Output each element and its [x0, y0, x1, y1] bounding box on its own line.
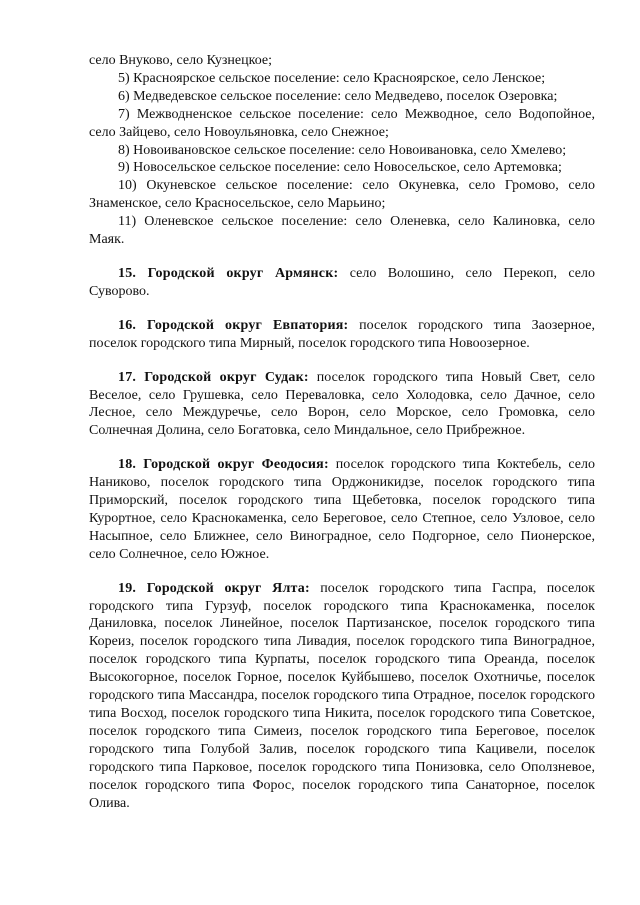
paragraph-item-10: 10) Окуневское сельское поселение: село Окуневка, село Громово, село Знаменское, село Красносельское, село Марьино;: [89, 178, 595, 212]
section-18-body: поселок городского типа Коктебель, село Наниково, поселок городского типа Орджоникидзе, поселок городского типа Приморский, поселок городского типа Щебетовка, поселок городского типа Курортное, село Краснокаменка, село Береговое, село Степное, село Узловое, село Насыпное, село Ближнее, село Виноградное, село Подгорное, село Пионерское, село Солнечное, село Южное.: [89, 457, 595, 562]
paragraph-item-5: 5) Красноярское сельское поселение: село Красноярское, село Ленское;: [118, 70, 546, 86]
section-16-heading: 16. Городской округ Евпатория:: [118, 317, 349, 333]
paragraph-item-6: 6) Медведевское сельское поселение: село Медведево, поселок Озеровка;: [118, 88, 558, 104]
section-15: [89, 265, 595, 301]
section-17-heading: 17. Городской округ Судак:: [118, 369, 309, 385]
section-19: [89, 580, 595, 813]
section-17: [89, 369, 595, 441]
section-15-heading: 15. Городской округ Армянск:: [118, 265, 339, 281]
paragraph-item-11: 11) Оленевское сельское поселение: село Оленевка, село Калиновка, село Маяк.: [89, 214, 595, 248]
section-18-heading: 18. Городской округ Феодосия:: [118, 457, 329, 473]
document-page: [89, 52, 595, 812]
paragraph-continuation: село Внуково, село Кузнецкое;: [89, 53, 272, 68]
section-16: [89, 317, 595, 353]
section-19-body: поселок городского типа Гаспра, поселок городского типа Гурзуф, поселок городского типа Краснокаменка, поселок Даниловка, поселок Линейное, поселок Партизанское, поселок городского типа Кореиз, поселок городского типа Ливадия, поселок городского типа Виноградное, поселок городского типа Курпаты, поселок городского типа Ореанда, поселок Высокогорное, поселок Горное, поселок Куйбышево, поселок Охотничье, поселок городского типа Массандра, поселок городского типа Отрадное, поселок городского типа Восход, поселок городского типа Никита, поселок городского типа Советское, поселок городского типа Симеиз, поселок городского типа Береговое, поселок городского типа Голубой Залив, поселок городского типа Кацивели, поселок городского типа Парковое, поселок городского типа Понизовка, село Оползневое, поселок городского типа Форос, поселок городского типа Санаторное, поселок Олива.: [89, 580, 595, 811]
section-16-body: поселок городского типа Заозерное, поселок городского типа Мирный, поселок городского типа Новоозерное.: [89, 317, 595, 351]
paragraph-item-9: 9) Новосельское сельское поселение: село Новосельское, село Артемовка;: [118, 160, 562, 176]
section-17-body: поселок городского типа Новый Свет, село Веселое, село Грушевка, село Переваловка, село Холодовка, село Дачное, село Лесное, село Междуречье, село Ворон, село Морское, село Громовка, село Солнечная Долина, село Богатовка, село Миндальное, село Прибрежное.: [89, 369, 595, 439]
section-19-heading: 19. Городской округ Ялта:: [118, 580, 310, 596]
section-15-body: село Волошино, село Перекоп, село Суворово.: [89, 265, 596, 299]
section-18: [89, 456, 595, 563]
paragraph-item-7: 7) Межводненское сельское поселение: село Межводное, село Водопойное, село Зайцево, село Новоульяновка, село Снежное;: [89, 106, 595, 140]
paragraph-item-8: 8) Новоивановское сельское поселение: село Новоивановка, село Хмелево;: [118, 142, 567, 158]
